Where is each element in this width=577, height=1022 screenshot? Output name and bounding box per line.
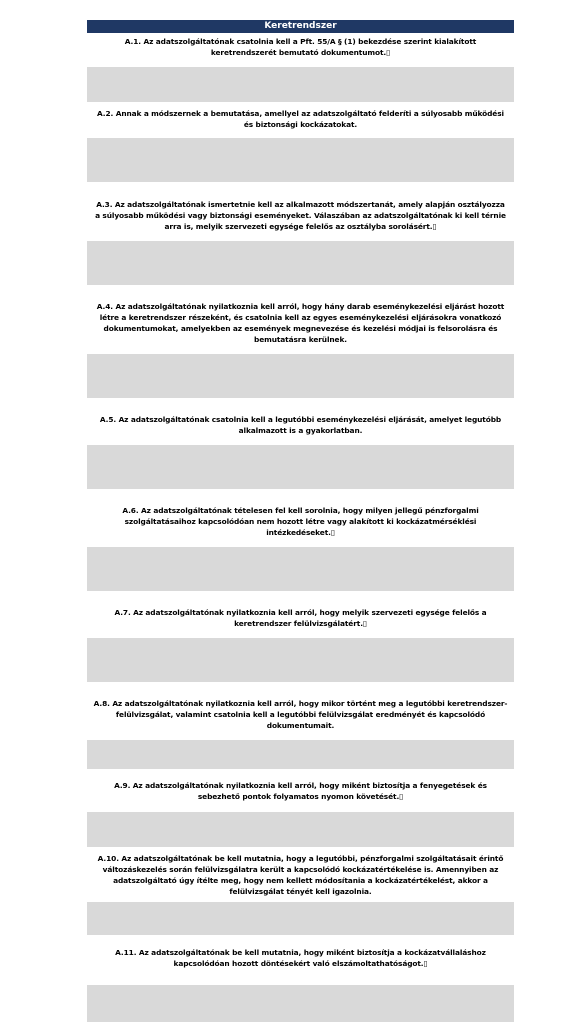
section-title: Keretrendszer — [87, 20, 514, 33]
question-a6: A.6. Az adatszolgáltatónak tételesen fel kell sorolnia, hogy milyen jellegű pénzforgalmi szolgáltatásaihoz kapcsolódóan nem hozott létre vagy alakított ki kockázatmérséklési intézkedéseket.▯ — [122, 506, 479, 537]
answer-field-a6[interactable] — [87, 547, 514, 591]
answer-field-a2[interactable] — [87, 138, 514, 182]
answer-field-a7[interactable] — [87, 638, 514, 682]
answer-field-a5[interactable] — [87, 445, 514, 489]
form-container — [87, 20, 514, 1022]
question-a9: A.9. Az adatszolgáltatónak nyilatkoznia kell arról, hogy miként biztosítja a fenyegetések és sebezhető pontok folyamatos nyomon követését.▯ — [114, 781, 487, 801]
question-a1: A.1. Az adatszolgáltatónak csatolnia kell a Pft. 55/A § (1) bekezdése szerint kialakított keretrendszerét bemutató dokumentumot.▯ — [124, 37, 477, 57]
question-a4: A.4. Az adatszolgáltatónak nyilatkoznia kell arról, hogy hány darab eseménykezelési eljárást hozott létre a keretrendszer részeként, és csatolnia kell az egyes eseménykezelési eljárásokra vonatkozó dokumentumokat, amelyekben az események megnevezése és kezelési módjai is felsorolásra és bemutatásra kerülnek. — [96, 302, 505, 344]
question-a11: A.11. Az adatszolgáltatónak be kell mutatnia, hogy miként biztosítja a kockázatvállaláshoz kapcsolódóan hozott döntésekért való elszámoltathatóságot.▯ — [115, 948, 486, 968]
question-a2: A.2. Annak a módszernek a bemutatása, amellyel az adatszolgáltató felderíti a súlyosabb működési és biztonsági kockázatokat. — [97, 109, 504, 129]
answer-field-a8[interactable] — [87, 740, 514, 769]
answer-field-a3[interactable] — [87, 241, 514, 285]
answer-field-a10[interactable] — [87, 902, 514, 935]
answer-field-a4[interactable] — [87, 354, 514, 398]
answer-field-a9[interactable] — [87, 812, 514, 847]
question-a7: A.7. Az adatszolgáltatónak nyilatkoznia kell arról, hogy melyik szervezeti egysége felelős a keretrendszer felülvizsgálatért.▯ — [114, 608, 487, 628]
question-a5: A.5. Az adatszolgáltatónak csatolnia kell a legutóbbi eseménykezelési eljárását, amelyet legutóbb alkalmazott is a gyakorlatban. — [99, 415, 502, 435]
answer-field-a1[interactable] — [87, 67, 514, 102]
question-a3: A.3. Az adatszolgáltatónak ismertetnie kell az alkalmazott módszertanát, amely alapján osztályozza a súlyosabb működési vagy biztonsági eseményeket. Válaszában az adatszolgáltatónak ki kell térnie arra is, melyik szervezeti egysége felelős az osztályba sorolásért.▯ — [95, 200, 506, 231]
question-a8: A.8. Az adatszolgáltatónak nyilatkoznia kell arról, hogy mikor történt meg a legutóbbi keretrendszer-felülvizsgálat, valamint csatolnia kell a legutóbbi felülvizsgálat eredményét és kapcsolódó dokumentumait. — [93, 699, 508, 730]
answer-field-a11[interactable] — [87, 985, 514, 1022]
question-a10: A.10. Az adatszolgáltatónak be kell mutatnia, hogy a legutóbbi, pénzforgalmi szolgáltatásait érintő változáskezelés során felülvizsgálatra került a kapcsolódó kockázatértékelése is. Amennyiben az adatszolgáltató úgy ítélte meg, hogy nem kellett módosítania a kockázatértékelést, akkor a felülvizsgálat tényét kell igazolnia. — [97, 854, 504, 896]
